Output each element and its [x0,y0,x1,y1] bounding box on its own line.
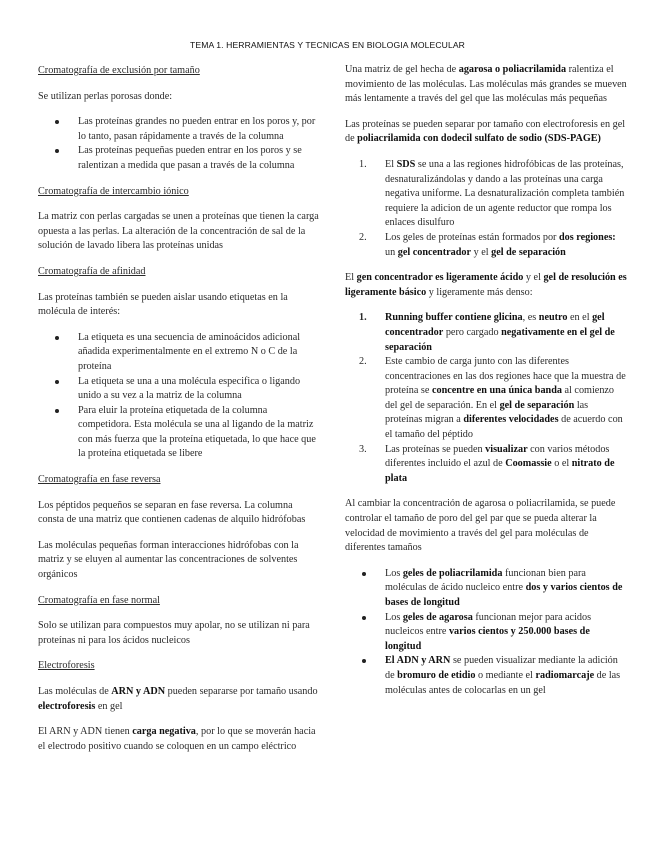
text-run: o el [551,458,572,470]
text-run: con varios métodos diferentes incluido el azul de [385,443,610,470]
text-run: Una matriz de gel hecha de [345,64,459,75]
list-item [385,611,628,655]
section-heading: Cromatografía de intercambio iónico [38,185,189,197]
text-run: pueden separarse por tamaño usando [165,686,318,697]
list-item [78,375,321,404]
bold-text: bromuro de etidio [397,669,476,681]
text-run: La etiqueta se una a una molécula especifica o ligando unido a su vez a la matriz de la columna [78,375,301,402]
text-run: pero cargado [443,326,502,338]
bold-text: neutro [538,312,568,324]
bold-text: SDS [396,158,416,170]
text-run: La etiqueta es una secuencia de aminoácidos adicional añadida experimentalmente en el extremo N o C de la proteína [78,331,301,372]
paragraph [38,291,321,320]
right-column [345,63,628,709]
list-item [385,311,628,355]
list-item [78,404,321,462]
text-run: La matriz con perlas cargadas se unen a proteínas que tienen la carga opuesta a las perlas. La alteración de la concentración de sal de la solución de lavado libera las proteínas unidas [38,211,319,252]
text-run: Las proteínas se pueden separar por tamaño con electroforesis en gel de [345,118,626,145]
bold-text: gel de separación [491,246,566,258]
text-run: Al cambiar la concentración de agarosa o poliacrilamida, se puede controlar el tamaño de poro del gel par que se pueda alterar la velocidad de movimiento a través del gel para moléculas de diferentes tamaños [345,498,616,554]
bold-text: negativamente en el gel de separación [385,326,615,353]
bold-text: geles de agarosa [402,611,473,623]
text-run: y el [523,272,544,284]
text-run: de las moléculas antes de colocarlas en un gel [385,669,621,696]
text-run: ralentiza el movimiento de las moléculas. Las moléculas más grandes se mueven más lentamente a través del gel que las moléculas más pequeñas [345,64,627,105]
bold-text: Coomassie [505,458,552,470]
text-run: y el [471,246,492,258]
bold-text: nitrato de plata [385,458,615,484]
text-run: se pueden visualizar mediante la adición de [385,655,618,681]
text-run: Las proteínas grandes no pueden entrar en los poros y, por lo tanto, pasan rápidamente a través de la columna [78,116,316,142]
text-run: Solo se utilizan para compuestos muy apolar, no se utilizan ni para proteínas ni para los ácidos nucleicos [38,620,310,646]
text-run: Los [385,567,403,579]
bold-text: varios cientos y 250.000 bases de longitud [385,626,590,652]
bold-text: gel de resolución es ligeramente básico [345,272,627,298]
text-run: de acuerdo con el tamaño del péptido [385,414,623,441]
paragraph [38,499,321,528]
list-item [78,115,321,144]
text-run: , por lo que se moverán hacia el electrodo positivo cuando se coloquen en un campo eléctrico [38,726,316,752]
bullet-list [345,567,628,698]
text-run: Las proteínas también se pueden aislar usando etiquetas en la molécula de interés: [38,291,288,318]
bold-text: dos y varios cientos de bases de longitud [385,582,623,608]
paragraph [38,539,321,583]
bold-text: concentre en una única banda [431,385,562,397]
paragraph [38,90,321,105]
text-run: Los [385,611,403,623]
paragraph [345,497,628,555]
text-run: Las moléculas de [38,686,112,697]
text-run: y ligeramente más denso: [426,286,533,298]
text-run: Este cambio de carga junto con las diferentes concentraciones en las dos regiones hace que la muestra de proteína se [385,356,626,397]
bold-text: visualizar [485,443,528,455]
bullet-list [38,331,321,462]
bold-text: gen concentrador es ligeramente ácido [356,272,524,284]
text-run: Los geles de proteínas están formados por [385,231,559,243]
text-run: un [385,246,398,258]
paragraph [345,271,628,300]
left-column [38,64,321,765]
list-item [385,443,628,487]
list-item [385,355,628,443]
text-run: El [345,272,357,284]
bold-text: carga negativa [132,726,196,738]
paragraph [345,118,628,147]
text-run: las proteínas migran a [385,399,589,426]
bold-text: Running buffer contiene glicina [385,312,523,324]
list-item [78,331,321,375]
bold-text: agarosa o poliacrilamida [458,64,567,75]
text-run: en gel [95,700,123,712]
bold-text: gel concentrador [397,246,472,258]
text-run: funcionan mejor para acidos nucleicos entre [385,611,592,638]
list-item [385,158,628,231]
paragraph [38,725,321,754]
text-run: Las moléculas pequeñas forman interacciones hidrófobas con la matriz y se eluyen al aumentar las concentraciones de solventes orgánicos [38,539,299,581]
text-run: Las proteínas pequeñas pueden entrar en los poros y se ralentizan a medida que pasan a través de la columna [78,145,302,171]
bullet-list [38,115,321,173]
text-run: El ARN y ADN tienen [38,726,133,738]
bold-text: El ADN y ARN [385,655,451,667]
section-heading: Electroforesis [38,660,95,672]
text-run: Las proteínas se pueden [385,443,486,455]
paragraph [38,685,321,714]
numbered-list [345,158,628,260]
section-heading: Cromatografía de afinidad [38,265,146,277]
bold-text: gel concentrador [385,312,605,338]
text-run: se una a las regiones hidrofóbicas de las proteínas, desnaturalizándolas y dando a las proteínas una carga negativa uniforme. La desnaturalización completa también requiere la adicion de un agente reductor que rompa los enlaces disulfuro [385,158,625,229]
bold-text: ARN y ADN [111,686,166,697]
bold-text: geles de poliacrilamida [402,567,503,579]
list-item [78,144,321,173]
section-heading: Cromatografía de exclusión por tamaño [38,65,200,76]
text-run: al comienzo del gel de separación. En el [385,385,615,411]
numbered-list [345,311,628,486]
bold-text: radiomarcaje [535,669,595,681]
paragraph [38,210,321,254]
bold-text: poliacrilamida con dodecil sulfato de sodio (SDS-PAGE) [357,133,601,145]
bold-text: electroforesis [38,700,96,712]
bold-text: dos regiones: [559,231,616,243]
text-run: El [385,158,397,170]
bold-text: gel de separación [499,399,575,411]
text-run: o mediante el [475,669,536,681]
text-run: Los péptidos pequeños se separan en fase reversa. La columna consta de una matriz que contienen cadenas de alquilo hidrófobas [38,499,306,526]
paragraph [38,619,321,648]
paragraph [345,63,628,107]
bold-text: diferentes velocidades [463,414,559,426]
text-run: Se utilizan perlas porosas donde: [38,90,173,102]
section-heading: Cromatografía en fase reversa [38,474,161,486]
text-run: Para eluir la proteína etiquetada de la columna competidora. Esta molécula se una al ligando de la matriz con más fuerza que la proteína etiquetada, lo que hace que la proteína etiquetada se libere [78,404,316,460]
text-run: , es [522,312,539,324]
text-run: funcionan bien para moléculas de ácido nucleico entre [385,567,586,594]
document-title: TEMA 1. HERRAMIENTAS Y TECNICAS EN BIOLOGIA MOLECULAR [190,40,465,50]
list-item [385,567,628,611]
section-heading: Cromatografía en fase normal [38,594,160,606]
list-item [385,231,628,260]
text-run: en el [567,312,593,324]
list-item [385,654,628,698]
